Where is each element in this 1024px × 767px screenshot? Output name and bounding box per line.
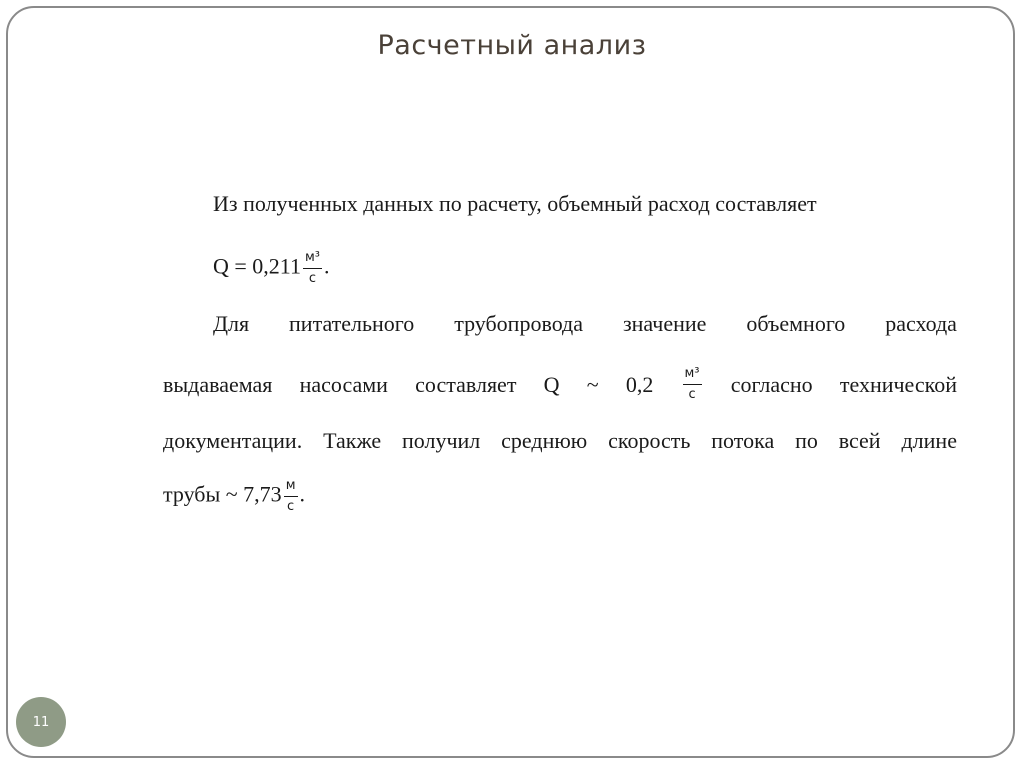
paragraph-2-word: 0,2 — [625, 371, 654, 397]
pump-flow-unit-fraction — [683, 366, 702, 403]
paragraph-2-word: документации. — [163, 428, 303, 453]
paragraph-2-word: расхода — [885, 311, 957, 336]
paragraph-2-line-2 — [163, 366, 957, 403]
paragraph-2-word: по — [795, 428, 818, 453]
flow-unit-denominator: с — [308, 271, 317, 286]
paragraph-2-word: среднюю — [501, 428, 588, 453]
slide-title: Расчетный анализ — [377, 30, 647, 61]
paragraph-2-word: Также — [323, 428, 382, 453]
flow-unit-numerator: м³ — [303, 250, 322, 269]
paragraph-2-word: получил — [402, 428, 481, 453]
paragraph-2-word: составляет — [415, 371, 517, 397]
flow-formula — [163, 250, 957, 287]
velocity-unit-numerator: м — [284, 478, 298, 497]
paragraph-2-line-1 — [163, 310, 957, 338]
pump-flow-unit-fraction-denominator: с — [688, 387, 696, 402]
paragraph-2-word: Для — [213, 311, 250, 336]
paragraph-2-word: Q — [543, 371, 560, 397]
paragraph-2-word: объемного — [746, 311, 846, 336]
paragraph-2-word: питательного — [289, 311, 415, 336]
paragraph-1-text: Из полученных данных по расчету, объемный расход составляет — [213, 191, 817, 216]
velocity-unit-fraction — [284, 478, 298, 515]
paragraph-2-word: длине — [901, 428, 957, 453]
velocity-value: трубы ~ 7,73 — [163, 481, 282, 507]
paragraph-2-line-3 — [163, 427, 957, 455]
flow-unit-fraction — [303, 250, 322, 287]
paragraph-2-word: технической — [839, 371, 957, 397]
page-number: 11 — [32, 714, 50, 730]
paragraph-2-word: трубопровода — [454, 311, 584, 336]
page-number-badge — [16, 697, 66, 747]
paragraph-2-word: выдаваемая — [163, 371, 273, 397]
paragraph-2-word: значение — [622, 311, 707, 336]
velocity-period: . — [299, 481, 305, 507]
paragraph-2-word: потока — [711, 428, 775, 453]
paragraph-2-line-4 — [163, 478, 957, 515]
paragraph-2-word: всей — [838, 428, 881, 453]
velocity-unit-denominator: с — [287, 499, 295, 514]
paragraph-2-word: скорость — [608, 428, 691, 453]
paragraph-2-word: согласно — [730, 371, 813, 397]
pump-flow-unit-fraction-numerator: м³ — [683, 366, 702, 385]
flow-value: Q = 0,211 — [213, 253, 301, 279]
flow-period: . — [324, 253, 330, 279]
paragraph-1 — [163, 190, 957, 218]
paragraph-2-word: ~ — [586, 371, 599, 397]
paragraph-2-word: насосами — [299, 371, 388, 397]
